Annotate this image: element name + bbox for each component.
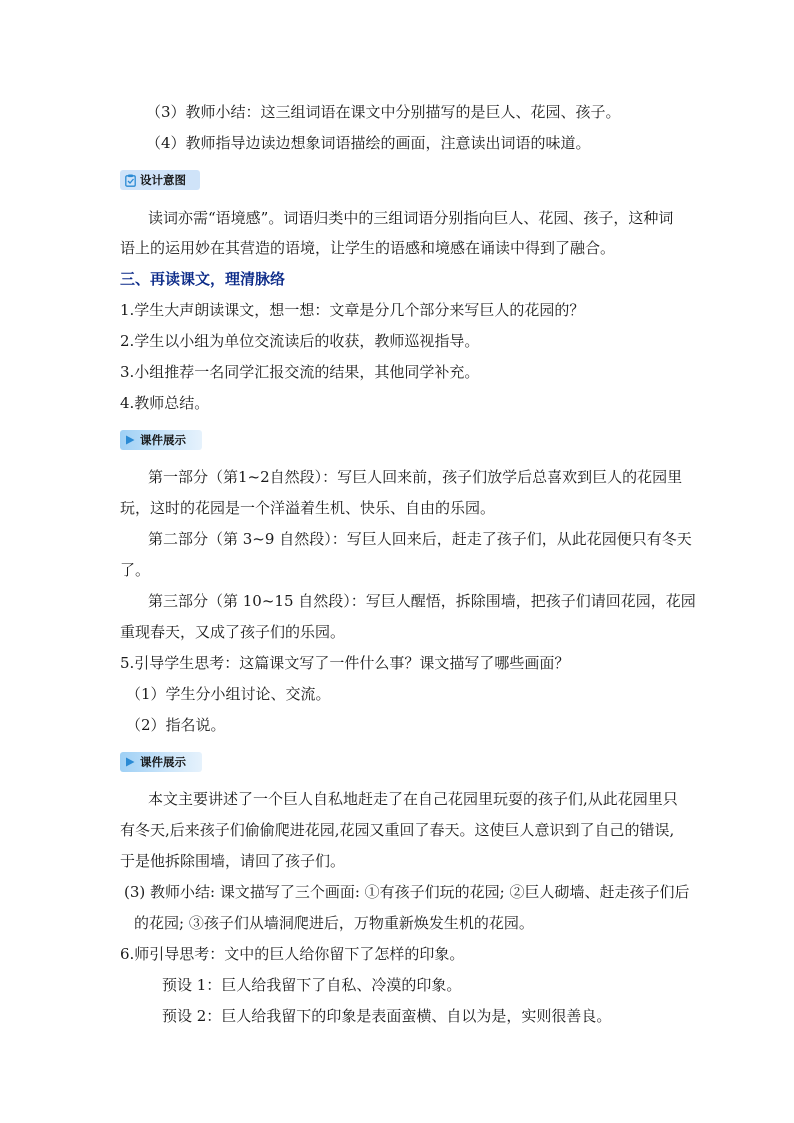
- text-line: 有冬天,后来孩子们偷偷爬进花园,花园又重回了春天。这使巨人意识到了自己的错误,: [120, 821, 675, 839]
- text-line: （1）学生分小组讨论、交流。: [126, 685, 331, 703]
- clipboard-icon: [124, 174, 136, 187]
- text-line: 第一部分（第1~2自然段）：写巨人回来前，孩子们放学后总喜欢到巨人的花园里: [148, 468, 683, 486]
- courseware-tag: [120, 752, 202, 772]
- text-line: 第三部分（第 10~15 自然段）：写巨人醒悟，拆除围墙，把孩子们请回花园，花园: [148, 592, 696, 610]
- tag-label: 课件展示: [140, 433, 186, 447]
- text-line: 1.学生大声朗读课文，想一想：文章是分几个部分来写巨人的花园的？: [120, 301, 585, 319]
- text-line: 第二部分（第 3~9 自然段）：写巨人回来后，赶走了孩子们，从此花园便只有冬天: [148, 530, 692, 548]
- text-line: 语上的运用妙在其营造的语境，让学生的语感和境感在诵读中得到了融合。: [120, 239, 616, 257]
- design-intent-tag: [120, 170, 200, 190]
- text-line: 重现春天，又成了孩子们的乐园。: [120, 623, 346, 641]
- text-line: 6.师引导思考：文中的巨人给你留下了怎样的印象。: [120, 945, 465, 963]
- text-line: 4.教师总结。: [120, 394, 210, 412]
- text-line: 本文主要讲述了一个巨人自私地赶走了在自己花园里玩耍的孩子们,从此花园里只: [148, 790, 678, 808]
- text-line: 玩，这时的花园是一个洋溢着生机、快乐、自由的乐园。: [120, 499, 496, 517]
- text-line: （4）教师指导边读边想象词语描绘的画面，注意读出词语的味道。: [146, 134, 591, 152]
- text-line: 预设 1：巨人给我留下了自私、冷漠的印象。: [162, 976, 462, 994]
- courseware-tag: [120, 430, 202, 450]
- tag-label: 课件展示: [140, 755, 186, 769]
- text-line: （2）指名说。: [126, 716, 226, 734]
- text-line: 于是他拆除围墙，请回了孩子们。: [120, 852, 346, 870]
- play-icon: [124, 434, 136, 447]
- text-line: 预设 2：巨人给我留下的印象是表面蛮横、自以为是，实则很善良。: [162, 1007, 612, 1025]
- text-line: （3）教师小结：这三组词语在课文中分别描写的是巨人、花园、孩子。: [146, 103, 621, 121]
- text-line: 5.引导学生思考：这篇课文写了一件什么事？课文描写了哪些画面？: [120, 654, 570, 672]
- text-line: 读词亦需“语境感”。词语归类中的三组词语分别指向巨人、花园、孩子，这种词: [148, 209, 674, 227]
- text-line: 2.学生以小组为单位交流读后的收获，教师巡视指导。: [120, 332, 480, 350]
- text-line: 了。: [120, 561, 151, 579]
- text-line: 3.小组推荐一名同学汇报交流的结果，其他同学补充。: [120, 363, 480, 381]
- text-line: (3) 教师小结: 课文描写了三个画面: ①有孩子们玩的花园; ②巨人砌墙、赶走孩子们后: [124, 883, 690, 901]
- play-icon: [124, 756, 136, 769]
- tag-label: 设计意图: [140, 173, 186, 187]
- text-line: 的花园; ③孩子们从墙洞爬进后，万物重新焕发生机的花园。: [134, 914, 534, 932]
- section-heading: 三、再读课文，理清脉络: [120, 270, 286, 288]
